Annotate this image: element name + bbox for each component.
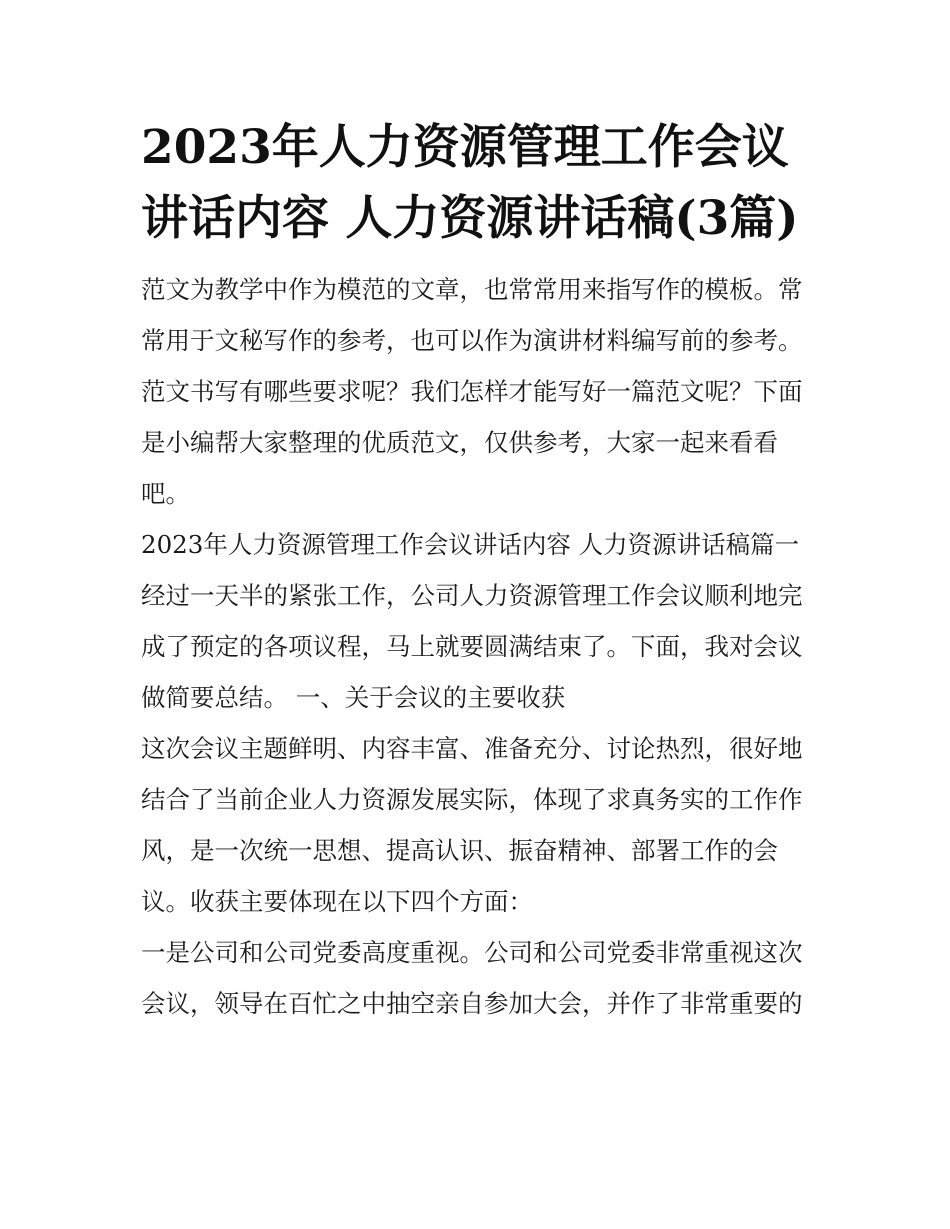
document-page: [141, 112, 813, 1029]
body-paragraph-2: 这次会议主题鲜明、内容丰富、准备充分、讨论热烈，很好地结合了当前企业人力资源发展实际，体现了求真务实的工作作风，是一次统一思想、提高认识、振奋精神、部署工作的会议。收获主要体现在以下四个方面：: [141, 734, 803, 916]
section-heading: 2023年人力资源管理工作会议讲话内容 人力资源讲话稿篇一: [141, 530, 800, 559]
intro-paragraph: 范文为教学中作为模范的文章，也常常用来指写作的模板。常常用于文秘写作的参考，也可以作为演讲材料编写前的参考。范文书写有哪些要求呢？我们怎样才能写好一篇范文呢？下面是小编帮大家整理的优质范文，仅供参考，大家一起来看看吧。: [141, 275, 803, 508]
document-title: 2023年人力资源管理工作会议讲话内容 人力资源讲话稿(3篇): [141, 120, 799, 246]
body-paragraph-3: 一是公司和公司党委高度重视。公司和公司党委非常重视这次会议，领导在百忙之中抽空亲自参加大会，并作了非常重要的: [141, 938, 803, 1018]
body-paragraph-1: 经过一天半的紧张工作，公司人力资源管理工作会议顺利地完成了预定的各项议程，马上就要圆满结束了。下面，我对会议做简要总结。 一、关于会议的主要收获: [141, 581, 803, 712]
